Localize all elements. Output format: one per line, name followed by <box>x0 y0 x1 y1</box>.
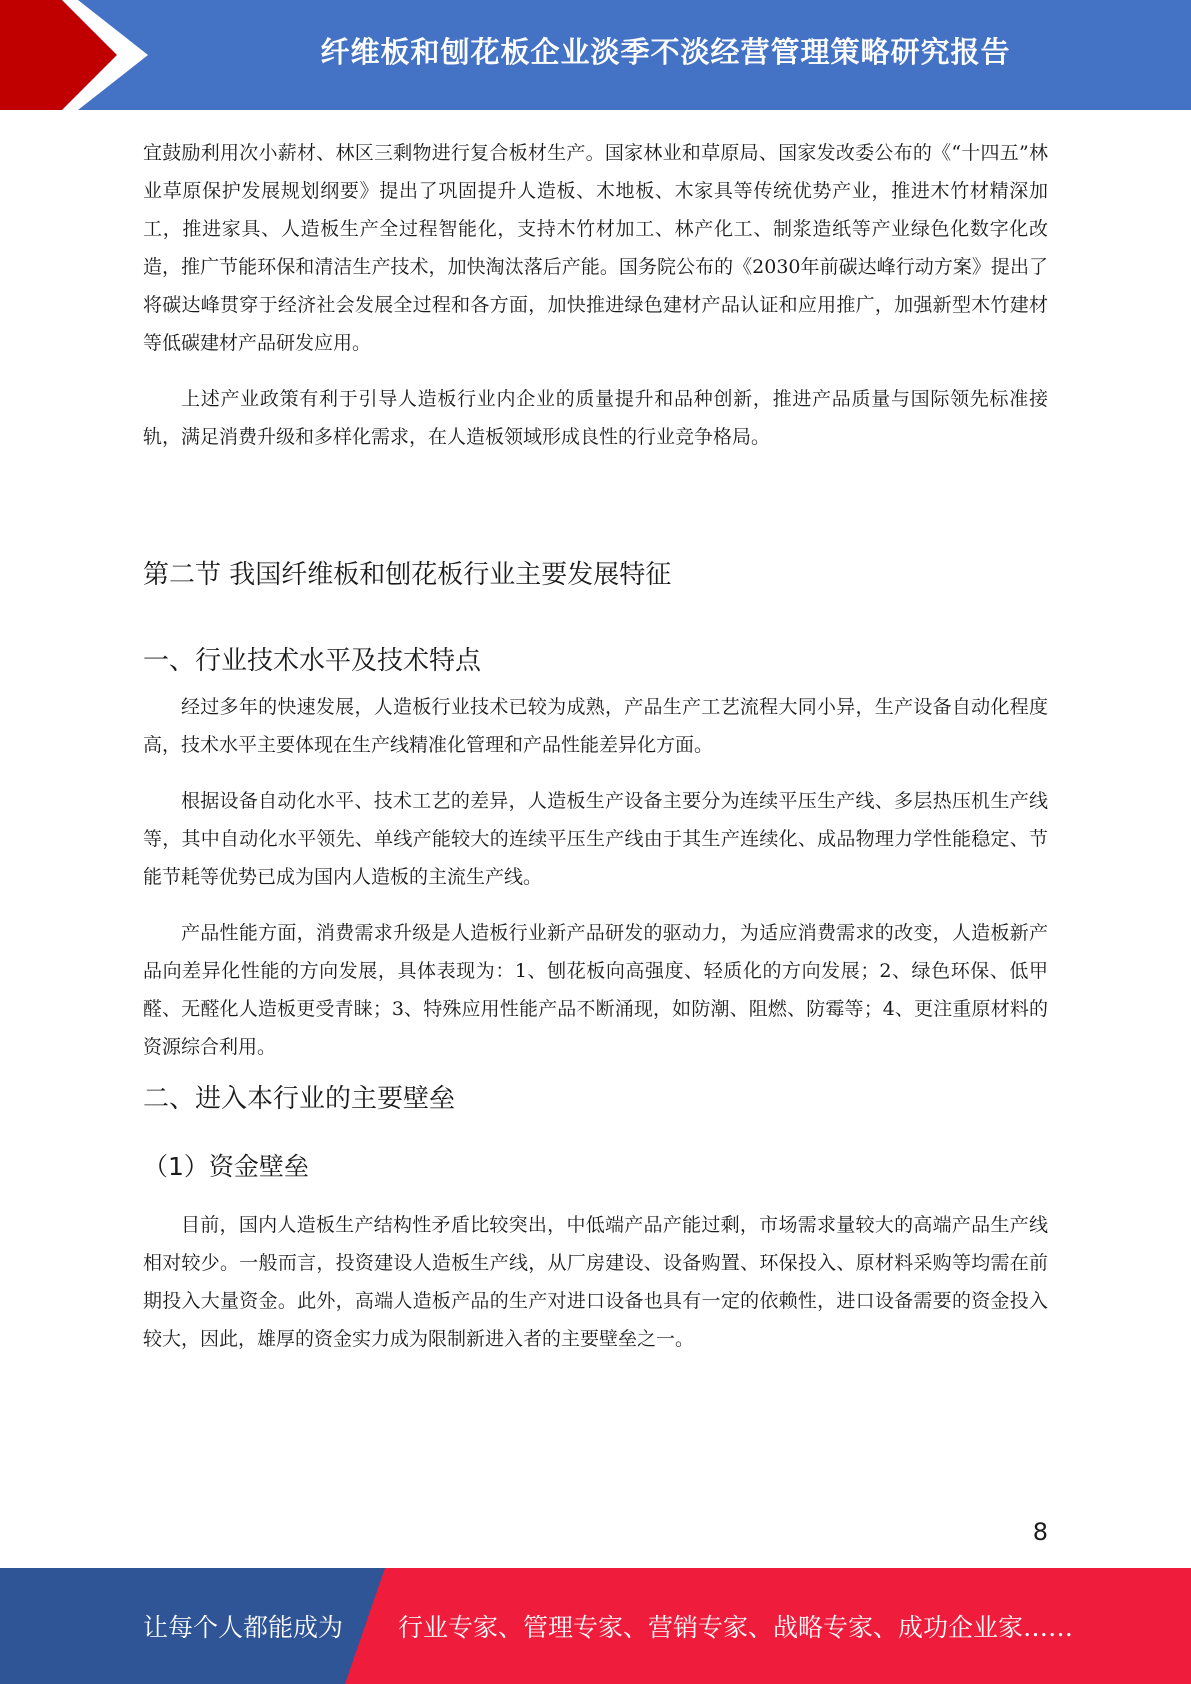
page-header <box>0 0 1191 110</box>
paragraph-product-performance: 产品性能方面，消费需求升级是人造板行业新产品研发的驱动力，为适应消费需求的改变，人造板新产品向差异化性能的方向发展，具体表现为：1、刨花板向高强度、轻质化的方向发展；2、绿色环保、低甲醛、无醛化人造板更受青睐；3、特殊应用性能产品不断涌现，如防潮、阻燃、防霉等；4、更注重原材料的资源综合利用。 <box>143 922 1048 1058</box>
page-number: 8 <box>1032 1518 1048 1546</box>
footer-slogan-left: 让每个人都能成为 <box>143 1613 344 1642</box>
footer-slogan-right: 行业专家、管理专家、营销专家、战略专家、成功企业家…… <box>398 1613 1074 1642</box>
page-content <box>143 134 1048 1358</box>
heading-barriers: 二、进入本行业的主要壁垒 <box>143 1084 456 1114</box>
heading-capital-barrier: （1）资金壁垒 <box>143 1152 309 1181</box>
paragraph-equipment: 根据设备自动化水平、技术工艺的差异，人造板生产设备主要分为连续平压生产线、多层热压机生产线等，其中自动化水平领先、单线产能较大的连续平压生产线由于其生产连续化、成品物理力学性能稳定、节能节耗等优势已成为国内人造板的主流生产线。 <box>143 790 1048 888</box>
paragraph-tech-maturity: 经过多年的快速发展，人造板行业技术已较为成熟，产品生产工艺流程大同小异，生产设备自动化程度高，技术水平主要体现在生产线精准化管理和产品性能差异化方面。 <box>143 696 1048 756</box>
page-footer <box>0 1568 1191 1684</box>
paragraph-policy-list: 宜鼓励利用次小薪材、林区三剩物进行复合板材生产。国家林业和草原局、国家发改委公布的《“十四五”林业草原保护发展规划纲要》提出了巩固提升人造板、木地板、木家具等传统优势产业，推进木竹材精深加工，推进家具、人造板生产全过程智能化，支持木竹材加工、林产化工、制浆造纸等产业绿色化数字化改造，推广节能环保和清洁生产技术，加快淘汰落后产能。国务院公布的《2030年前碳达峰行动方案》提出了将碳达峰贯穿于经济社会发展全过程和各方面，加快推进绿色建材产品认证和应用推广，加强新型木竹建材等低碳建材产品研发应用。 <box>143 142 1048 354</box>
section-title: 第二节 我国纤维板和刨花板行业主要发展特征 <box>143 560 672 590</box>
paragraph-policy-summary: 上述产业政策有利于引导人造板行业内企业的质量提升和品种创新，推进产品质量与国际领先标准接轨，满足消费升级和多样化需求，在人造板领域形成良性的行业竞争格局。 <box>143 388 1048 448</box>
report-title: 纤维板和刨花板企业淡季不淡经营管理策略研究报告 <box>320 34 1011 69</box>
heading-tech-level: 一、行业技术水平及技术特点 <box>143 646 482 676</box>
paragraph-capital-barrier: 目前，国内人造板生产结构性矛盾比较突出，中低端产品产能过剩，市场需求量较大的高端产品生产线相对较少。一般而言，投资建设人造板生产线，从厂房建设、设备购置、环保投入、原材料采购等均需在前期投入大量资金。此外，高端人造板产品的生产对进口设备也具有一定的依赖性，进口设备需要的资金投入较大，因此，雄厚的资金实力成为限制新进入者的主要壁垒之一。 <box>143 1214 1048 1350</box>
header-arrow-decoration <box>0 0 160 110</box>
